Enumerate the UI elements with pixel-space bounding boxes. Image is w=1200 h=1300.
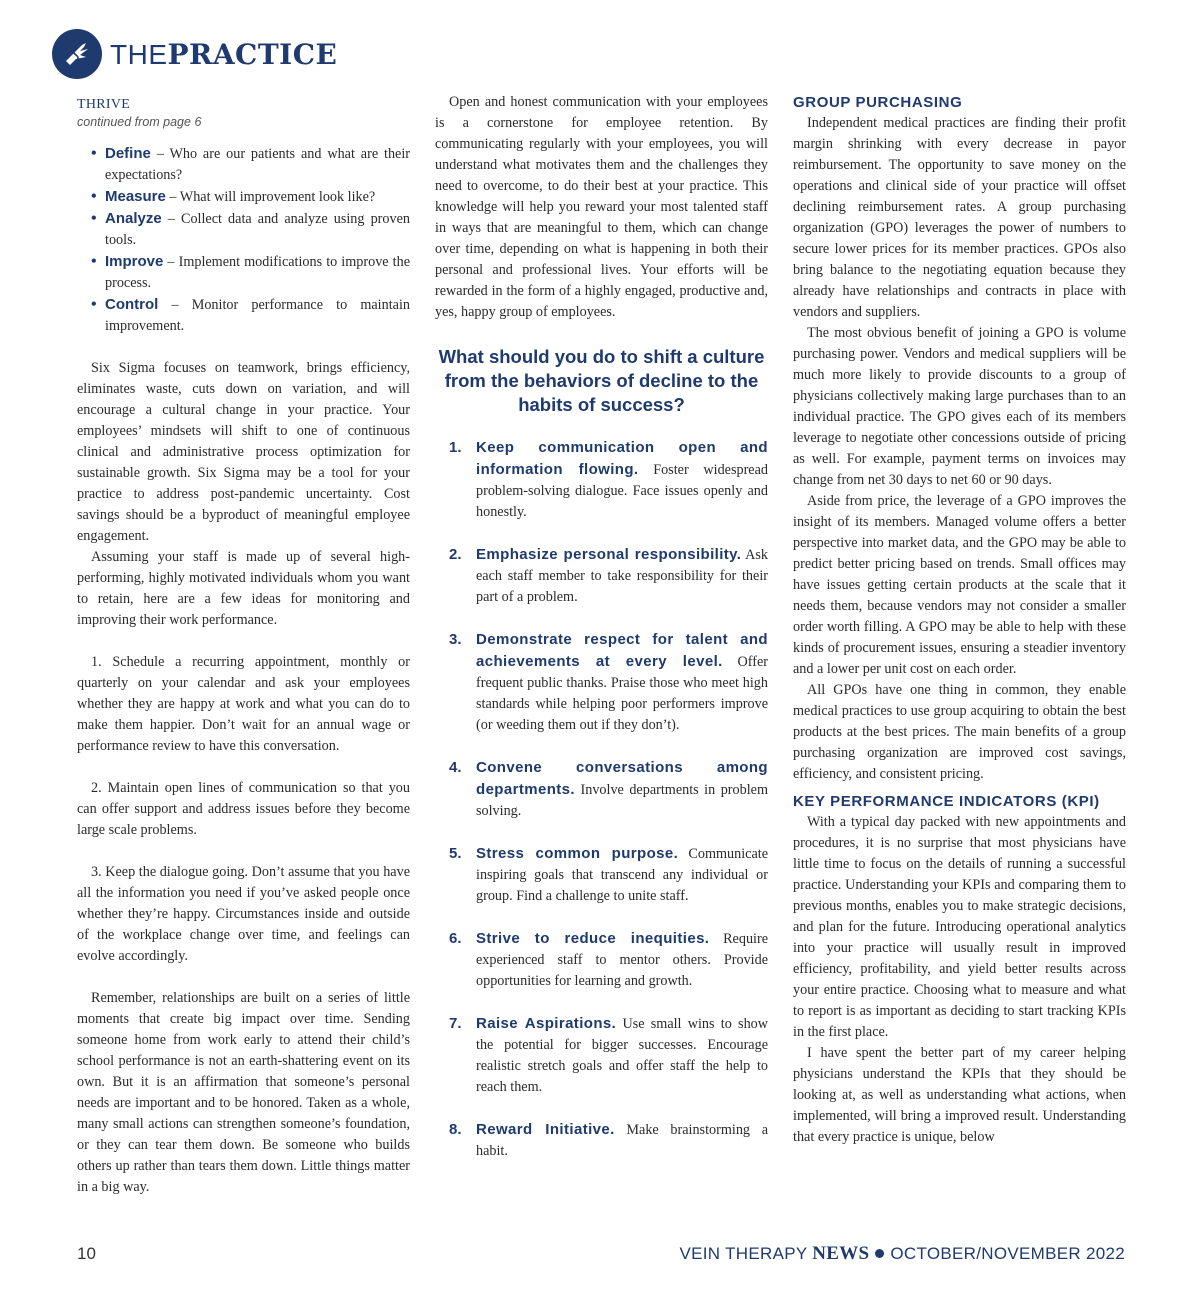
bullet-text: – Monitor performance to maintain improvement. [105, 297, 410, 334]
body-paragraph: Open and honest communication with your employees is a cornerstone for employee retention. By communicating regularly with your employees, you will understand what motivates them and the challenges they need to overcome, to do their best at your practice. This knowledge will help you reward your most talented staff in ways that are meaningful to them, which can change over time, depending on what is happening in both their personal and professional lives. Your efforts will be rewarded in the form of a highly engaged, productive and, yes, happy group of employees. [435, 94, 768, 320]
column-1 [77, 92, 410, 1198]
step-number: 3. [449, 631, 462, 648]
list-item [435, 437, 768, 523]
step-number: 6. [449, 930, 462, 947]
body-paragraph: With a typical day packed with new appointments and procedures, it is no surprise that most physicians have little time to focus on the details of running a successful practice. Understanding your KPIs and comparing them to previous months, enables you to make strategic decisions, and plan for the future. Introducing operational analytics into your practice will usually result in improved efficiency, profitability, and yield better results across your entire practice. Choosing what to measure and what to report is as important as deciding to start tracking KPIs in the first place. [793, 814, 1126, 1040]
publication-footer [680, 1243, 1126, 1265]
body-paragraph: 1. Schedule a recurring appointment, monthly or quarterly on your calendar and ask your employees whether they are happy at work and what you can do to make them happier. Don’t wait for an annual wage or performance review to have this conversation. [77, 654, 410, 754]
brand-the: THE [110, 38, 168, 70]
body-paragraph: Aside from price, the leverage of a GPO improves the insight of its members. Managed volume offers a better perspective into market data, and the GPO may be able to predict better pricing based on trends. Small offices may have issues getting certain products at the scale that it needs them, because vendors may not consider a smaller order worth filling. A GPO may be able to help with these kinds of procurement issues, ensuring a steadier inventory and a lower per unit cost on each order. [793, 493, 1126, 677]
step-text: Offer frequent public thanks. Praise those who meet high standards while helping poor performers improve (or weeding them out if they don’t). [476, 654, 769, 733]
body-paragraph: I have spent the better part of my career helping physicians understand the KPIs that they should be looking at, as well as understanding what actions, when implemented, will bring a improved result. Understanding that every practice is unique, below [793, 1045, 1126, 1145]
body-paragraph: Independent medical practices are finding their profit margin shrinking with every decrease in payor reimbursement. The opportunity to save money on the operations and clinical side of your practice will offset declining reimbursement rates. A group purchasing organization (GPO) leverages the power of numbers to secure lower prices for its member practices. GPOs also bring balance to the negotiating equation because they already have relationships and contracts in place with vendors and suppliers. [793, 115, 1126, 320]
step-term: Reward Initiative. [476, 1121, 615, 1138]
bullet-term: Control [105, 296, 159, 313]
list-item [435, 928, 768, 992]
step-term: Demonstrate respect for talent and achievements at every level. [476, 631, 768, 670]
step-number: 1. [449, 439, 462, 456]
step-text: Ask each staff member to take responsibility for their part of a problem. [476, 547, 768, 605]
step-term: Convene conversations among departments. [476, 759, 768, 798]
brand-title [110, 38, 337, 71]
step-term: Stress common purpose. [476, 845, 679, 862]
step-number: 2. [449, 546, 462, 563]
continued-note: continued from page 6 [77, 115, 202, 129]
body-paragraph: The most obvious benefit of joining a GPO is volume purchasing power. Vendors and medical suppliers will be much more likely to provide discounts to a group of physicians collectively making large purchases than to an individual practice. The GPO gives each of its members leverage to negotiate other concessions outside of pricing as well. For example, payment terms on invoices may change from net 30 days to net 60 or 90 days. [793, 325, 1126, 488]
step-term: Strive to reduce inequities. [476, 930, 710, 947]
publication-news: NEWS [812, 1243, 870, 1264]
list-item [91, 294, 410, 337]
step-number: 4. [449, 759, 462, 776]
brand-practice: PRACTICE [167, 37, 338, 71]
culture-steps-list [435, 437, 768, 1162]
body-paragraph: 3. Keep the dialogue going. Don’t assume that you have all the information you need if you’ve asked people once whether they’re happy. Circumstances inside and outside of the workplace change over time, and feelings can evolve accordingly. [77, 864, 410, 964]
body-paragraph: Remember, relationships are built on a series of little moments that create big impact over time. Sending someone home from work early to attend their child’s school performance is not an earth-shattering event on its own. But it is an affirmation that someone’s personal needs are important and to be honored. Taken as a whole, many small actions can strengthen someone’s foundation, or they can tear them down. Be someone who builds others up rather than tears them down. Little things matter in a big way. [77, 990, 410, 1195]
step-term: Raise Aspirations. [476, 1015, 617, 1032]
step-number: 5. [449, 845, 462, 862]
list-item [91, 143, 410, 186]
body-paragraph: Assuming your staff is made up of several high-performing, highly motivated individuals whom you want to retain, here are a few ideas for monitoring and improving their work performance. [77, 549, 410, 628]
step-text: Use small wins to show the potential for bigger successes. Encourage realistic stretch goals and offer staff the help to reach them. [476, 1016, 768, 1095]
bullet-term: Analyze [105, 210, 162, 227]
list-item [91, 186, 410, 208]
bullet-text: – Implement modifications to improve the process. [105, 254, 410, 291]
list-item [435, 843, 768, 907]
list-item [435, 544, 768, 608]
bullet-text: – What will improvement look like? [165, 189, 376, 205]
step-text: Foster widespread problem-solving dialogue. Face issues openly and honestly. [476, 462, 768, 520]
body-paragraph: 2. Maintain open lines of communication so that you can offer support and address issues before they become large scale problems. [77, 780, 410, 838]
body-paragraph: Six Sigma focuses on teamwork, brings efficiency, eliminates waste, cuts down on variation, and will encourage a cultural change in your practice. Your employees’ mindsets will shift to one of continuous clinical and administrative process optimization for sustainable growth. Six Sigma may be a tool for your practice to address post-pandemic uncertainty. Cost savings should be a byproduct of meaningful employee engagement. [77, 360, 410, 544]
section-tag: THRIVE [77, 97, 131, 112]
bullet-term: Measure [105, 188, 166, 205]
step-term: Emphasize personal responsibility. [476, 546, 742, 563]
bullet-term: Improve [105, 253, 164, 270]
step-number: 7. [449, 1015, 462, 1032]
step-term: Keep communication open and information flowing. [476, 439, 768, 478]
list-item [91, 251, 410, 294]
bullet-term: Define [105, 145, 151, 162]
bullet-text: – Who are our patients and what are their expectations? [105, 146, 410, 183]
list-item [435, 629, 768, 736]
section-heading-group-purchasing: GROUP PURCHASING [793, 94, 963, 111]
column-3 [793, 92, 1126, 1148]
list-item [435, 757, 768, 822]
column-2 [435, 92, 768, 1183]
caduceus-hand-icon [52, 29, 102, 79]
step-text: Communicate inspiring goals that transcend any individual or group. Find a challenge to unite staff. [476, 846, 768, 904]
list-item [91, 208, 410, 251]
step-number: 8. [449, 1121, 462, 1138]
separator-dot [875, 1249, 884, 1258]
step-text: Require experienced staff to mentor others. Provide opportunities for learning and growth. [476, 931, 769, 989]
list-item [435, 1013, 768, 1098]
bullet-text: – Collect data and analyze using proven tools. [105, 211, 410, 248]
body-paragraph: All GPOs have one thing in common, they enable medical practices to use group acquiring to obtain the best products at the best prices. The main benefits of a group purchasing organization are improved cost savings, efficiency, and consistent pricing. [793, 682, 1126, 782]
issue-date: OCTOBER/NOVEMBER 2022 [890, 1244, 1125, 1263]
callout-question: What should you do to shift a culture from the behaviors of decline to the habits of success? [438, 346, 765, 415]
masthead [52, 28, 337, 80]
publication-name: VEIN THERAPY [679, 1244, 813, 1263]
step-text: Make brainstorming a habit. [476, 1122, 768, 1159]
page-number: 10 [77, 1244, 96, 1263]
section-heading-kpi: KEY PERFORMANCE INDICATORS (KPI) [793, 793, 1100, 810]
dmaic-list [91, 143, 410, 337]
step-text: Involve departments in problem solving. [476, 782, 768, 819]
list-item [435, 1119, 768, 1162]
